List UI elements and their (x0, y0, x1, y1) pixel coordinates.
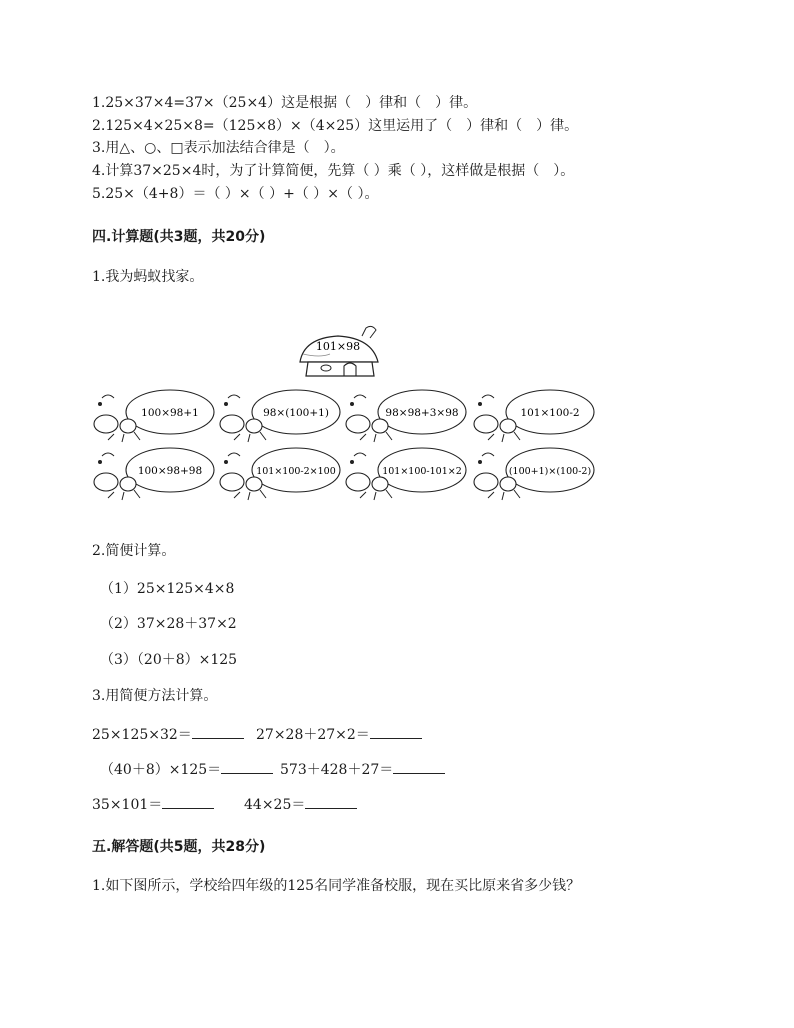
calc-row2-a (100, 761, 273, 779)
ant-label: 101×100-2 (520, 407, 580, 419)
blank-question-2: 2.125×4×25×8=（125×8）×（4×25）这里运用了（ ）律和（ ）律。 (92, 118, 579, 134)
blank-question-4: 4.计算37×25×4时，为了计算简便，先算（ ）乘（ ），这样做是根据（ ）。 (92, 163, 575, 179)
blank-question-1: 1.25×37×4=37×（25×4）这是根据（ ）律和（ ）律。 (92, 95, 478, 111)
calc-row1-a-expr: 25×125×32＝ (92, 727, 192, 743)
ant-label: 100×98+98 (137, 465, 203, 477)
answer-blank[interactable] (162, 796, 214, 809)
blank-question-3: 3.用△、○、□表示加法结合律是（ ）。 (92, 140, 345, 156)
ant-label: 101×100-2×100 (256, 466, 336, 477)
simple-calc-item-3: （3）（20＋8）×125 (100, 652, 238, 668)
calc-row2-a-expr: （40＋8）×125＝ (100, 762, 222, 778)
calc-row3-a (92, 796, 214, 814)
answer-blank[interactable] (221, 761, 273, 774)
ant-4 (474, 390, 594, 442)
calc-row2-b-expr: 573＋428＋27＝ (280, 762, 394, 778)
ant-2 (220, 390, 340, 442)
section-5-title: 五.解答题(共5题，共28分) (92, 839, 266, 855)
ant-home-illustration (0, 310, 794, 530)
ant-label: 98×98+3×98 (385, 407, 459, 419)
ant-label: (100+1)×(100-2) (508, 466, 592, 477)
calc-row2-b (280, 761, 445, 779)
section-4-title: 四.计算题(共3题，共20分) (92, 229, 266, 245)
calc-row3-a-expr: 35×101＝ (92, 797, 163, 813)
ant-label: 100×98+1 (141, 407, 199, 419)
ant-question-label: 1.我为蚂蚁找家。 (92, 269, 204, 285)
answer-blank[interactable] (192, 726, 244, 739)
answer-blank[interactable] (393, 761, 445, 774)
simple-calc-label: 2.简便计算。 (92, 543, 176, 559)
calc-row3-b-expr: 44×25＝ (244, 797, 306, 813)
calc-row3-b (244, 796, 357, 814)
house-expression: 101×98 (315, 340, 361, 353)
calc-row1-b-expr: 27×28＋27×2＝ (256, 727, 370, 743)
uniform-question: 1.如下图所示，学校给四年级的125名同学准备校服，现在买比原来省多少钱？ (92, 878, 581, 894)
ant-1 (94, 390, 214, 442)
answer-blank[interactable] (370, 726, 422, 739)
ant-8 (474, 448, 594, 500)
ant-3 (346, 390, 466, 442)
calc-row1-b (256, 726, 422, 744)
ant-label: 98×(100+1) (263, 407, 329, 419)
simple-method-label: 3.用简便方法计算。 (92, 688, 218, 704)
ant-6 (220, 448, 340, 500)
mushroom-house (300, 326, 378, 376)
answer-blank[interactable] (305, 796, 357, 809)
ant-5 (94, 448, 214, 500)
blank-question-5: 5.25×（4+8）＝（ ）×（ ）+（ ）×（ ）。 (92, 186, 379, 202)
ant-7 (346, 448, 466, 500)
ant-label: 101×100-101×2 (382, 466, 462, 477)
calc-row1-a (92, 726, 244, 744)
simple-calc-item-1: （1）25×125×4×8 (100, 581, 235, 597)
simple-calc-item-2: （2）37×28＋37×2 (100, 616, 237, 632)
